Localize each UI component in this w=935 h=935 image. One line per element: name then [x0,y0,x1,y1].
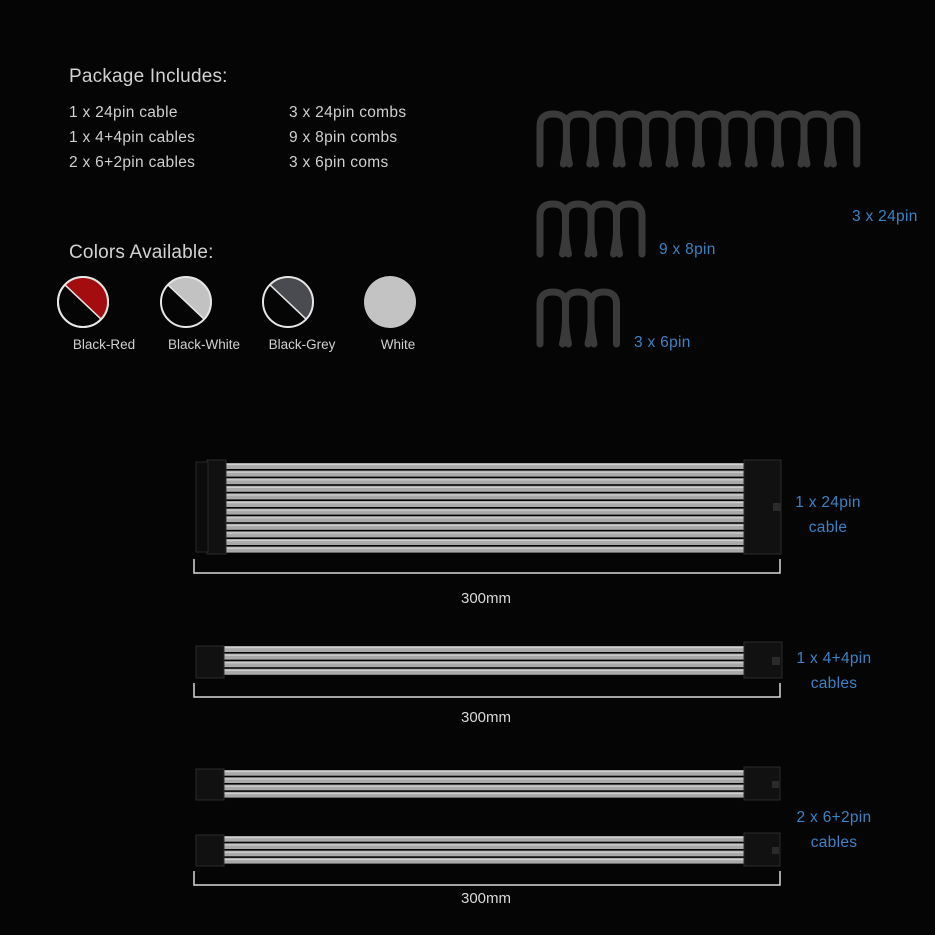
cable-62pin-length: 300mm [460,890,512,907]
cable-62pin-label-1: 2 x 6+2pin [796,809,872,826]
cable-62pin-a-latch [772,781,779,788]
cable-24pin-label-2: cable [808,519,848,536]
package-item: 1 x 4+4pin cables [69,129,196,146]
swatch-black-red [58,277,108,327]
swatch-white [364,276,416,328]
cable-44pin-connector-left [196,646,224,678]
colors-heading: Colors Available: [69,242,214,263]
cable-44pin-bracket [194,683,780,697]
package-item: 1 x 24pin cable [69,104,178,121]
package-item: 9 x 8pin combs [289,129,398,146]
swatch-black-white [161,277,211,327]
comb-6pin-shape [540,292,617,344]
cable-62pin-b-connector-left [196,835,224,866]
cable-44pin-length: 300mm [460,709,512,726]
comb-8pin-shape [540,204,642,254]
package-item: 3 x 24pin combs [289,104,407,121]
swatch-black-grey [263,277,313,327]
cable-44pin-wires [224,646,745,675]
cable-62pin-b-connector-right [744,833,780,866]
comb-24pin-label: 3 x 24pin [852,208,918,225]
cable-62pin-bracket [194,871,780,885]
cable-62pin-b-wires [224,836,745,864]
cable-24pin-connector-left-pins [196,462,208,552]
comb-24pin-shape [540,114,857,164]
cable-44pin-label-2: cables [810,675,858,692]
swatch-label: Black-Red [72,337,136,352]
cable-62pin-a-connector-right [744,767,780,800]
cable-24pin-connector-left [207,460,226,554]
comb-24pin [543,116,573,166]
cable-44pin-connector-right [744,642,782,678]
cable-62pin-a-connector-left [196,769,224,800]
cable-24pin-connector-right [744,460,781,554]
cable-24pin-bracket [194,559,780,573]
package-heading: Package Includes: [69,66,228,87]
swatch-label: White [380,337,416,352]
cable-24pin-length: 300mm [460,590,512,607]
cable-62pin-label-2: cables [810,834,858,851]
cable-24pin-latch [773,503,781,511]
cable-62pin-a-wires [224,770,745,798]
comb-8pin-label: 9 x 8pin [659,241,716,258]
comb-6pin-label: 3 x 6pin [634,334,691,351]
cable-24pin-wires [224,463,745,553]
cable-44pin-latch [772,657,780,665]
package-item: 3 x 6pin coms [289,154,389,171]
swatch-label: Black-Grey [268,337,336,352]
cable-62pin-b-latch [772,847,779,854]
swatch-label: Black-White [167,337,240,352]
cable-24pin-label-1: 1 x 24pin [795,494,861,511]
package-item: 2 x 6+2pin cables [69,154,196,171]
cable-44pin-label-1: 1 x 4+4pin [796,650,872,667]
